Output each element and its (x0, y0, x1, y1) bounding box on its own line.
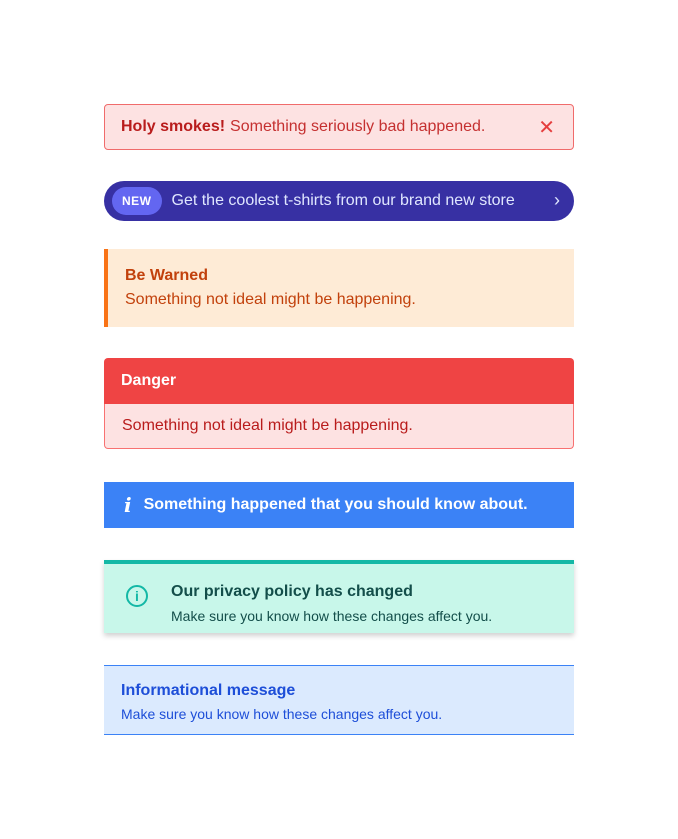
informational-title: Informational message (121, 682, 296, 699)
warning-alert (104, 249, 574, 327)
error-alert-strong: Holy smokes! (121, 118, 226, 135)
info-message: Something happened that you should know about. (143, 496, 528, 513)
danger-title: Danger (104, 358, 574, 404)
close-icon[interactable]: ✕ (538, 117, 555, 139)
info-circle-icon: i (126, 585, 148, 607)
privacy-message: Make sure you know how these changes affect you. (171, 608, 493, 624)
warning-title: Be Warned (125, 267, 208, 284)
informational-alert (104, 665, 574, 735)
info-alert (104, 482, 574, 528)
new-badge: NEW (112, 187, 162, 215)
danger-alert (104, 358, 574, 451)
chevron-right-icon: › (554, 190, 560, 210)
new-store-banner[interactable] (104, 181, 574, 221)
banner-message: Get the coolest t-shirts from our brand new store (171, 192, 515, 209)
privacy-alert (104, 560, 574, 633)
error-alert (104, 104, 574, 150)
privacy-title: Our privacy policy has changed (171, 583, 413, 600)
info-icon: i (124, 493, 132, 517)
danger-message: Something not ideal might be happening. (104, 404, 574, 449)
warning-message: Something not ideal might be happening. (125, 291, 416, 308)
informational-message: Make sure you know how these changes affect you. (121, 706, 443, 722)
error-alert-message: Something seriously bad happened. (230, 118, 486, 135)
